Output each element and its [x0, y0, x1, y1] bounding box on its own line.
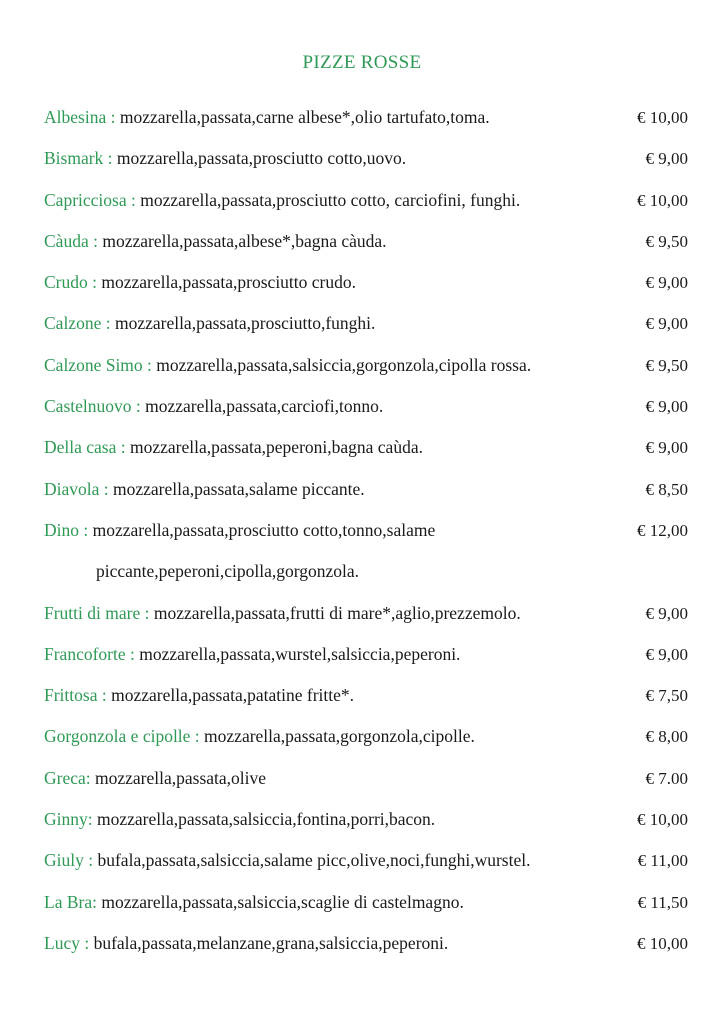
item-ingredients: mozzarella,passata,salame piccante.	[113, 478, 365, 499]
item-ingredients: mozzarella,passata,carciofi,tonno.	[145, 396, 384, 417]
item-name: Càuda :	[44, 230, 103, 251]
item-ingredients: mozzarella,passata,gorgonzola,cipolle.	[204, 726, 475, 747]
item-price: € 12,00	[637, 520, 688, 540]
item-price: € 9,00	[645, 314, 688, 334]
item-name: Capricciosa :	[44, 189, 141, 210]
menu-item	[44, 262, 694, 303]
menu-item	[44, 303, 694, 344]
item-price: € 9,00	[645, 273, 688, 293]
item-price: € 7.00	[645, 768, 688, 788]
menu-item	[44, 469, 694, 510]
item-name: Della casa :	[44, 437, 130, 458]
menu-item	[44, 138, 694, 179]
item-name: Frittosa :	[44, 685, 112, 706]
item-name: Gorgonzola e cipolle :	[44, 726, 205, 747]
item-price: € 8,00	[645, 727, 688, 747]
item-price: € 11,00	[637, 851, 688, 871]
item-price: € 7,50	[645, 686, 688, 706]
item-price: € 10,00	[637, 108, 688, 127]
item-name: Giuly :	[44, 850, 98, 871]
menu-item	[44, 799, 694, 840]
menu-item	[44, 510, 694, 551]
item-ingredients: mozzarella,passata,prosciutto cotto,tonno,salame	[92, 519, 436, 540]
menu-item	[44, 923, 694, 964]
menu-item	[44, 427, 694, 468]
item-ingredients: mozzarella,passata,salsiccia,scaglie di castelmagno.	[101, 891, 464, 912]
menu-item	[44, 593, 694, 634]
item-ingredients: mozzarella,passata,prosciutto cotto, carciofini, funghi.	[140, 189, 521, 210]
item-price: € 9,00	[645, 149, 688, 169]
item-ingredients: mozzarella,passata,patatine fritte*.	[111, 685, 355, 706]
item-name: Francoforte :	[44, 643, 140, 664]
menu-item	[44, 882, 694, 923]
item-ingredients: mozzarella,passata,wurstel,salsiccia,peperoni.	[139, 643, 461, 664]
item-price: € 9,50	[645, 355, 688, 375]
item-price: € 11,50	[637, 892, 688, 912]
item-ingredients: mozzarella,passata,olive	[95, 767, 267, 788]
item-name: Albesina :	[44, 107, 120, 127]
menu-item	[44, 634, 694, 675]
item-name: Ginny:	[44, 809, 97, 830]
menu-item	[44, 345, 694, 386]
item-price: € 9,00	[645, 644, 688, 664]
menu-item-continuation	[44, 551, 694, 592]
item-name: Lucy :	[44, 932, 94, 953]
menu-item	[44, 675, 694, 716]
item-name: Bismark :	[44, 148, 117, 169]
item-price: € 10,00	[637, 933, 688, 953]
item-name: La Bra:	[44, 891, 102, 912]
item-ingredients: mozzarella,passata,salsiccia,fontina,porri,bacon.	[97, 809, 436, 830]
page-title: PIZZE ROSSE	[302, 52, 422, 73]
menu-item	[44, 180, 694, 221]
item-name: Castelnuovo :	[44, 396, 146, 417]
item-name: Diavola :	[44, 478, 114, 499]
item-ingredients: mozzarella,passata,salsiccia,gorgonzola,cipolla rossa.	[156, 354, 532, 375]
menu-item	[44, 221, 694, 262]
item-ingredients: mozzarella,passata,prosciutto cotto,uovo.	[116, 148, 407, 169]
item-price: € 8,50	[645, 479, 688, 499]
item-name: Dino :	[44, 519, 93, 540]
menu-item	[44, 840, 694, 881]
menu-item	[44, 716, 694, 757]
item-price: € 9,00	[645, 603, 688, 623]
menu-item	[44, 758, 694, 799]
item-name: Greca:	[44, 767, 96, 788]
item-ingredients: mozzarella,passata,frutti di mare*,aglio,prezzemolo.	[153, 602, 521, 623]
pizza-menu-list	[44, 97, 694, 964]
item-ingredients: mozzarella,passata,albese*,bagna càuda.	[102, 230, 387, 251]
item-price: € 10,00	[637, 810, 688, 830]
item-ingredients: mozzarella,passata,prosciutto crudo.	[101, 272, 356, 293]
item-name: Calzone Simo :	[44, 354, 157, 375]
item-price: € 9,00	[645, 438, 688, 458]
item-ingredients: mozzarella,passata,carne albese*,olio tartufato,toma.	[119, 107, 490, 127]
item-ingredients: bufala,passata,melanzane,grana,salsiccia,peperoni.	[93, 932, 449, 953]
menu-item	[44, 97, 694, 138]
item-price: € 10,00	[637, 190, 688, 210]
menu-item	[44, 386, 694, 427]
item-price: € 9,50	[645, 231, 688, 251]
item-ingredients: mozzarella,passata,prosciutto,funghi.	[114, 313, 376, 334]
item-price: € 9,00	[645, 397, 688, 417]
item-ingredients: bufala,passata,salsiccia,salame picc,olive,noci,funghi,wurstel.	[97, 850, 531, 871]
item-name: Crudo :	[44, 272, 102, 293]
item-name: Frutti di mare :	[44, 602, 154, 623]
item-ingredients-continued: piccante,peperoni,cipolla,gorgonzola.	[96, 561, 360, 582]
item-name: Calzone :	[44, 313, 115, 334]
item-ingredients: mozzarella,passata,peperoni,bagna caùda.	[130, 437, 423, 458]
